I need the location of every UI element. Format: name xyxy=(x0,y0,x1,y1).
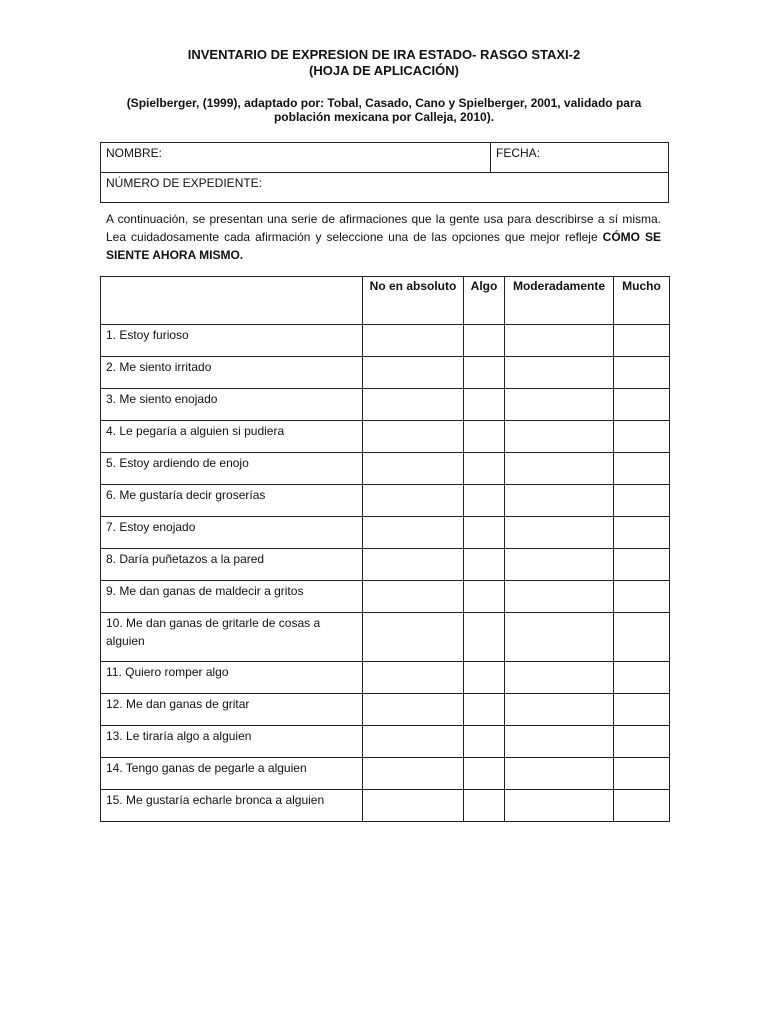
response-cell-not-at-all[interactable] xyxy=(363,325,464,357)
table-row xyxy=(101,613,670,662)
header-very-much: Mucho xyxy=(614,277,670,325)
response-cell-not-at-all[interactable] xyxy=(363,694,464,726)
response-cell-moderately[interactable] xyxy=(505,357,614,389)
response-cell-very-much[interactable] xyxy=(614,726,670,758)
name-field[interactable] xyxy=(101,143,491,173)
instructions-text: A continuación, se presentan una serie de afirmaciones que la gente usa para describirse a sí misma. Lea cuidadosamente cada afirmación y seleccione una de las opciones que mejor refleje xyxy=(106,212,661,244)
response-cell-moderately[interactable] xyxy=(505,517,614,549)
table-row xyxy=(101,357,670,389)
response-cell-moderately[interactable] xyxy=(505,485,614,517)
response-cell-somewhat[interactable] xyxy=(464,662,505,694)
patient-info-table xyxy=(100,142,669,203)
response-cell-not-at-all[interactable] xyxy=(363,421,464,453)
header-moderately: Moderadamente xyxy=(505,277,614,325)
response-cell-very-much[interactable] xyxy=(614,485,670,517)
response-cell-not-at-all[interactable] xyxy=(363,485,464,517)
response-cell-very-much[interactable] xyxy=(614,421,670,453)
instructions xyxy=(106,210,661,264)
date-field[interactable] xyxy=(491,143,669,173)
response-cell-moderately[interactable] xyxy=(505,694,614,726)
rating-table xyxy=(100,276,670,822)
response-cell-very-much[interactable] xyxy=(614,517,670,549)
table-row xyxy=(101,790,670,822)
response-cell-moderately[interactable] xyxy=(505,581,614,613)
response-cell-very-much[interactable] xyxy=(614,613,670,662)
response-cell-moderately[interactable] xyxy=(505,726,614,758)
table-row xyxy=(101,549,670,581)
table-row xyxy=(101,758,670,790)
response-cell-somewhat[interactable] xyxy=(464,357,505,389)
item-statement: 9. Me dan ganas de maldecir a gritos xyxy=(101,581,363,613)
form-title: INVENTARIO DE EXPRESION DE IRA ESTADO- RASGO STAXI-2 xyxy=(187,47,581,62)
response-cell-very-much[interactable] xyxy=(614,694,670,726)
response-cell-very-much[interactable] xyxy=(614,662,670,694)
table-row xyxy=(101,421,670,453)
response-cell-moderately[interactable] xyxy=(505,790,614,822)
response-cell-not-at-all[interactable] xyxy=(363,517,464,549)
table-row xyxy=(101,389,670,421)
record-number-field[interactable] xyxy=(101,173,669,203)
item-statement: 12. Me dan ganas de gritar xyxy=(101,694,363,726)
response-cell-very-much[interactable] xyxy=(614,549,670,581)
response-cell-moderately[interactable] xyxy=(505,662,614,694)
table-row xyxy=(101,726,670,758)
response-cell-somewhat[interactable] xyxy=(464,485,505,517)
response-cell-moderately[interactable] xyxy=(505,325,614,357)
item-statement: 8. Daría puñetazos a la pared xyxy=(101,549,363,581)
item-statement: 1. Estoy furioso xyxy=(101,325,363,357)
response-cell-somewhat[interactable] xyxy=(464,758,505,790)
response-cell-not-at-all[interactable] xyxy=(363,357,464,389)
table-row xyxy=(101,662,670,694)
response-cell-somewhat[interactable] xyxy=(464,421,505,453)
item-statement: 14. Tengo ganas de pegarle a alguien xyxy=(101,758,363,790)
response-cell-somewhat[interactable] xyxy=(464,581,505,613)
form-subtitle: (HOJA DE APLICACIÓN) xyxy=(309,63,459,78)
response-cell-very-much[interactable] xyxy=(614,357,670,389)
table-row xyxy=(101,453,670,485)
date-label: FECHA: xyxy=(496,146,541,160)
table-row xyxy=(101,325,670,357)
response-cell-moderately[interactable] xyxy=(505,389,614,421)
header-item xyxy=(101,277,363,325)
response-cell-not-at-all[interactable] xyxy=(363,758,464,790)
response-cell-very-much[interactable] xyxy=(614,389,670,421)
header-not-at-all: No en absoluto xyxy=(363,277,464,325)
table-row xyxy=(101,517,670,549)
item-statement: 5. Estoy ardiendo de enojo xyxy=(101,453,363,485)
response-cell-somewhat[interactable] xyxy=(464,790,505,822)
instructions-emphasis: CÓMO SE SIENTE AHORA MISMO. xyxy=(106,230,661,262)
record-number-label: NÚMERO DE EXPEDIENTE: xyxy=(106,176,263,190)
table-row xyxy=(101,694,670,726)
response-cell-somewhat[interactable] xyxy=(464,389,505,421)
response-cell-somewhat[interactable] xyxy=(464,453,505,485)
response-cell-not-at-all[interactable] xyxy=(363,549,464,581)
response-cell-not-at-all[interactable] xyxy=(363,453,464,485)
response-cell-not-at-all[interactable] xyxy=(363,726,464,758)
response-cell-somewhat[interactable] xyxy=(464,613,505,662)
item-statement: 4. Le pegaría a alguien si pudiera xyxy=(101,421,363,453)
response-cell-somewhat[interactable] xyxy=(464,517,505,549)
item-statement: 7. Estoy enojado xyxy=(101,517,363,549)
item-statement: 10. Me dan ganas de gritarle de cosas a alguien xyxy=(101,613,363,662)
response-cell-somewhat[interactable] xyxy=(464,726,505,758)
item-statement: 3. Me siento enojado xyxy=(101,389,363,421)
name-label: NOMBRE: xyxy=(106,146,163,160)
response-cell-somewhat[interactable] xyxy=(464,549,505,581)
response-cell-moderately[interactable] xyxy=(505,453,614,485)
response-cell-not-at-all[interactable] xyxy=(363,613,464,662)
item-statement: 13. Le tiraría algo a alguien xyxy=(101,726,363,758)
table-row xyxy=(101,581,670,613)
response-cell-very-much[interactable] xyxy=(614,581,670,613)
item-statement: 2. Me siento irritado xyxy=(101,357,363,389)
response-cell-not-at-all[interactable] xyxy=(363,581,464,613)
response-cell-moderately[interactable] xyxy=(505,613,614,662)
response-cell-very-much[interactable] xyxy=(614,758,670,790)
response-cell-very-much[interactable] xyxy=(614,325,670,357)
response-cell-somewhat[interactable] xyxy=(464,694,505,726)
item-statement: 6. Me gustaría decir groserías xyxy=(101,485,363,517)
response-cell-very-much[interactable] xyxy=(614,790,670,822)
header-somewhat: Algo xyxy=(464,277,505,325)
response-cell-moderately[interactable] xyxy=(505,758,614,790)
response-cell-not-at-all[interactable] xyxy=(363,389,464,421)
item-statement: 11. Quiero romper algo xyxy=(101,662,363,694)
response-cell-moderately[interactable] xyxy=(505,549,614,581)
response-cell-somewhat[interactable] xyxy=(464,325,505,357)
citation: (Spielberger, (1999), adaptado por: Tobal, Casado, Cano y Spielberger, 2001, validado para población mexicana por Calleja, 2010). xyxy=(126,96,642,124)
response-cell-not-at-all[interactable] xyxy=(363,662,464,694)
response-cell-moderately[interactable] xyxy=(505,421,614,453)
response-cell-not-at-all[interactable] xyxy=(363,790,464,822)
table-row xyxy=(101,485,670,517)
response-cell-very-much[interactable] xyxy=(614,453,670,485)
item-statement: 15. Me gustaría echarle bronca a alguien xyxy=(101,790,363,822)
